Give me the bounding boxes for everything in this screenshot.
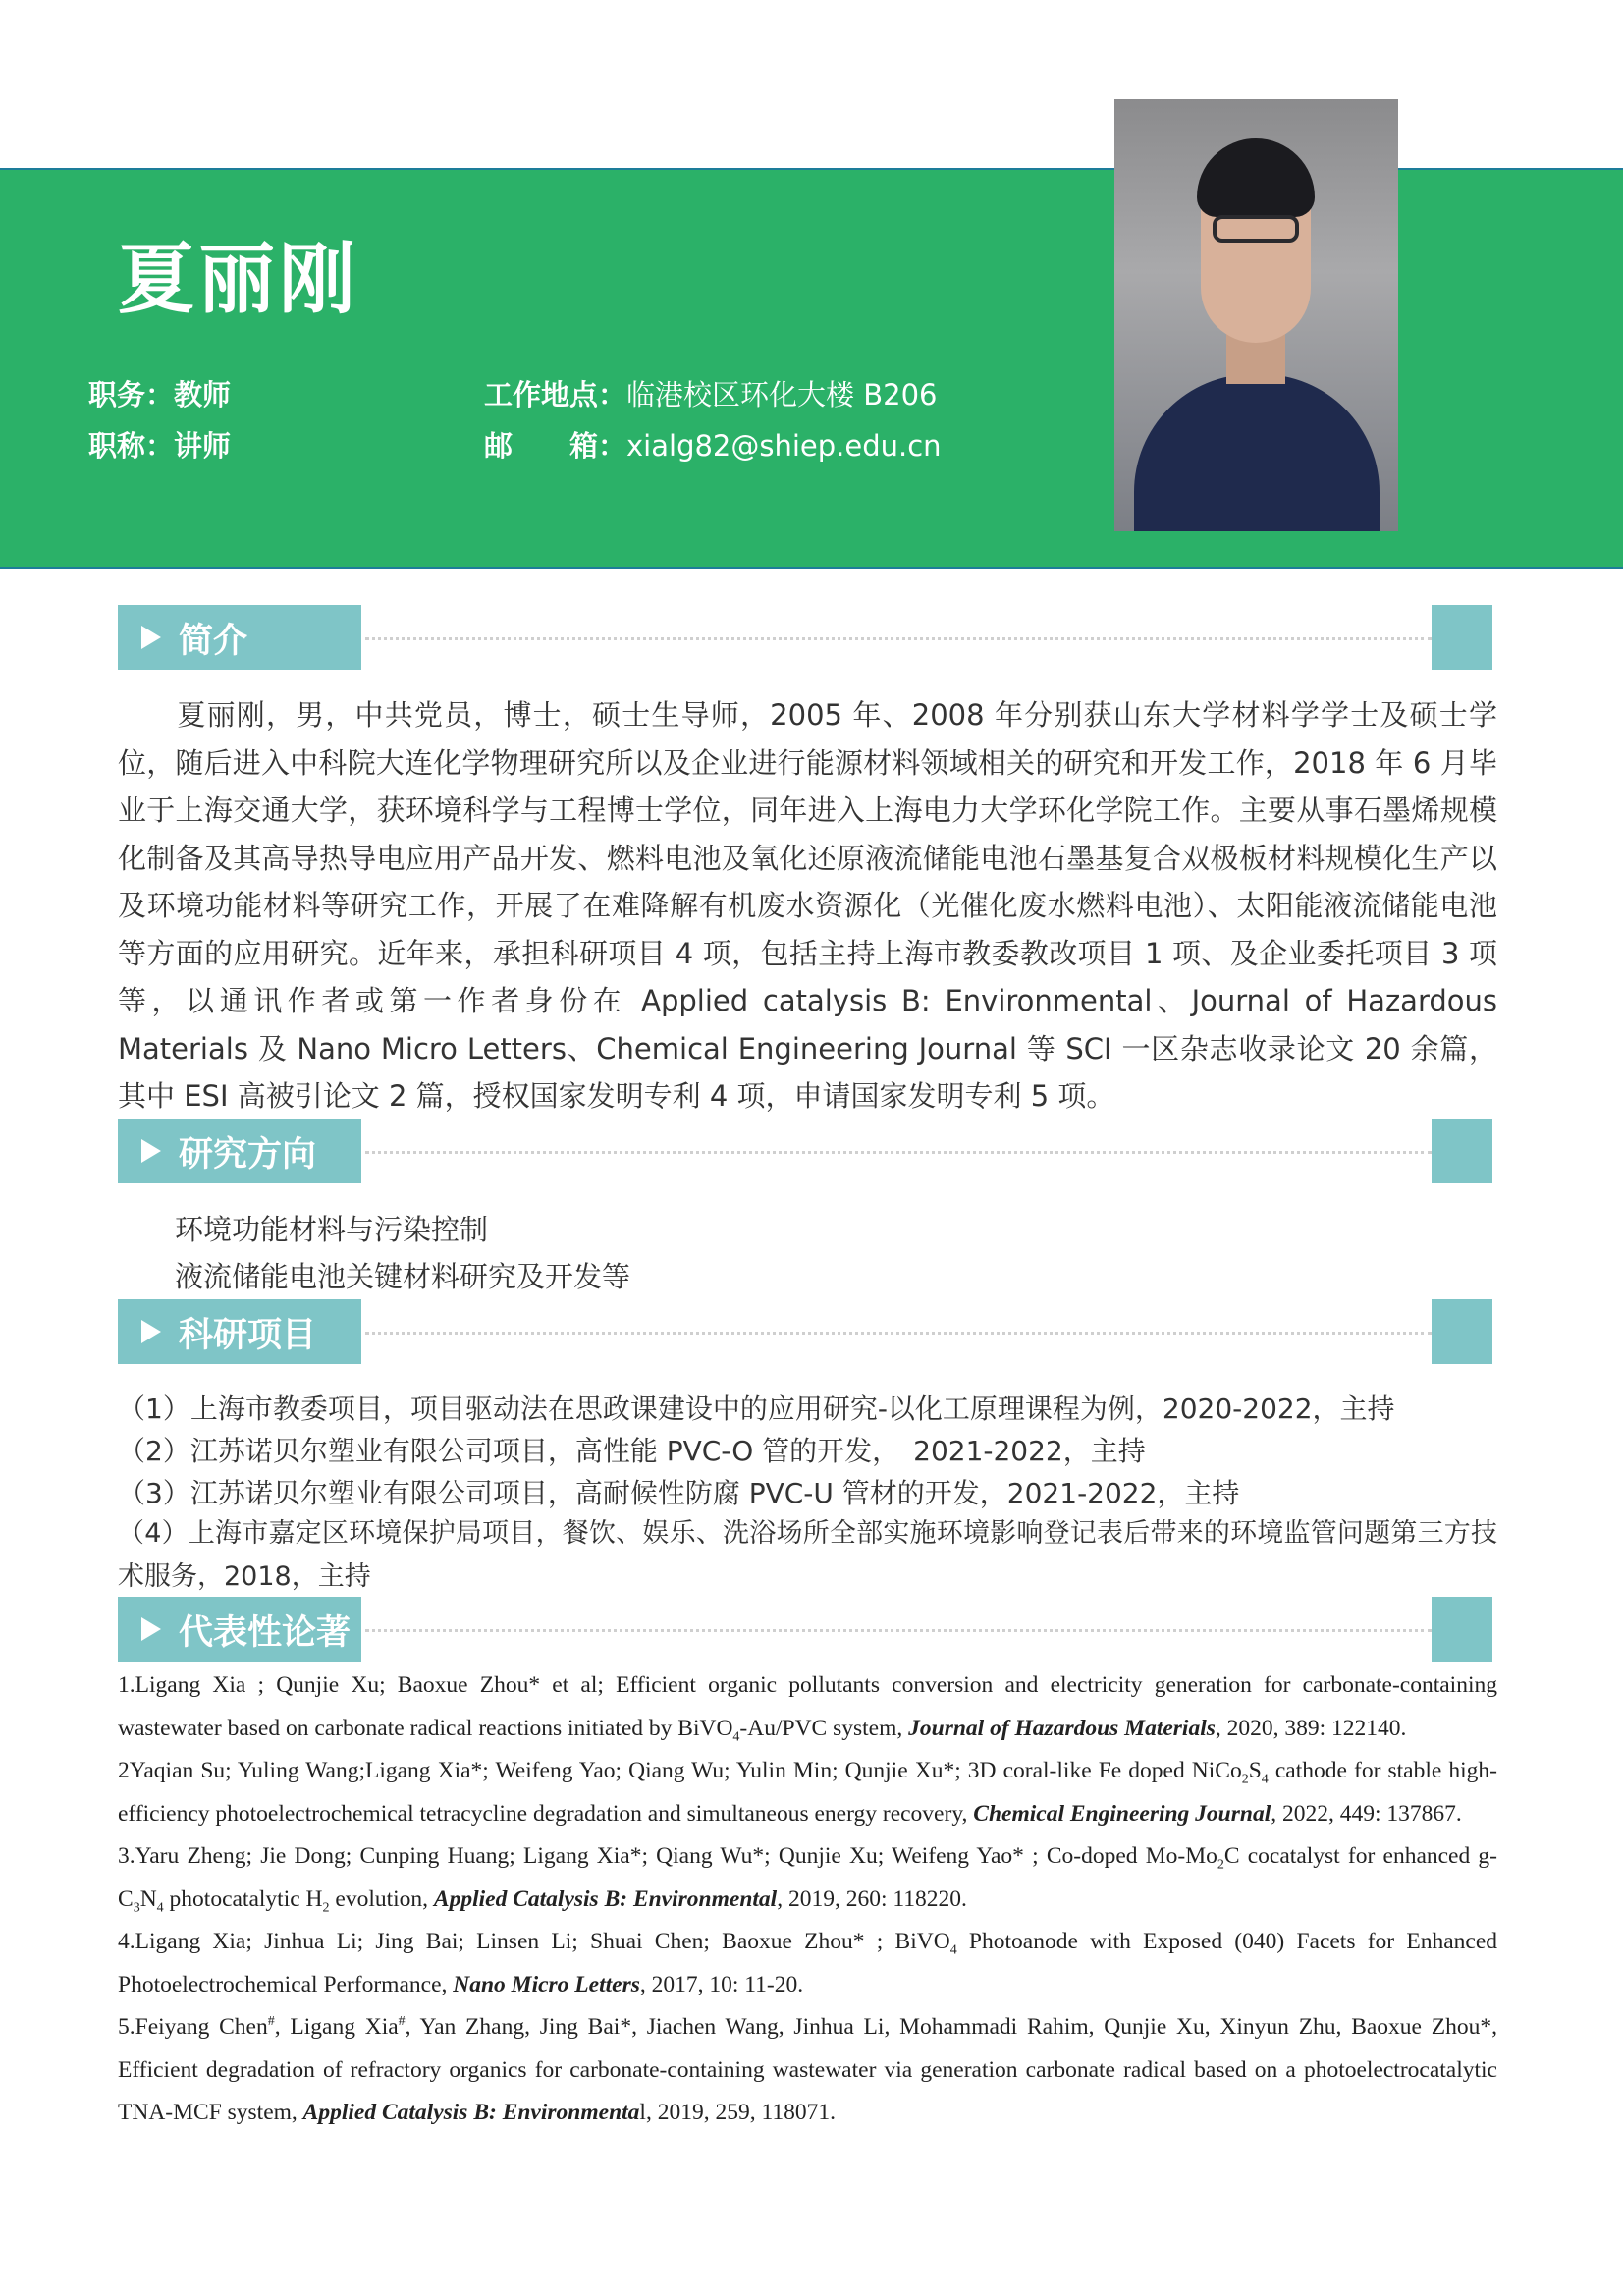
section-header-research (118, 1119, 1492, 1183)
position-label: 职务： (88, 378, 175, 411)
play-triangle-icon (141, 626, 161, 649)
dotted-divider (365, 637, 1432, 640)
publication-item: 5.Feiyang Chen#, Ligang Xia#, Yan Zhang, Jing Bai*, Jiachen Wang, Jinhua Li, Mohammadi Rahim, Qunjie Xu, Xinyun Zhu, Baoxue Zhou*, Efficient degradation of refractory organics for carbonate-containing wastewater via generation carbonate radical based on a photoelectrocatalytic TNA-MCF system, Applied Catalysis B: Environmental, 2019, 259, 118071. (118, 2014, 1497, 2125)
journal-name: Nano Micro Letters (453, 1971, 640, 1997)
publication-item: 1.Ligang Xia ; Qunjie Xu; Baoxue Zhou* et al; Efficient organic pollutants conversion and electricity generation for carbonate-containing wastewater based on carbonate radical reactions initiated by BiVO$_4$-Au/PVC system, Journal of Hazardous Materials, 2020, 389: 122140. (118, 1672, 1497, 1745)
location-value: 临港校区环化大楼 B206 (626, 378, 938, 411)
email-row (484, 424, 942, 465)
dotted-divider (365, 1629, 1432, 1632)
project-item: （3）江苏诺贝尔塑业有限公司项目，高耐候性防腐 PVC-U 管材的开发，2021-2022，主持 (118, 1477, 1240, 1509)
section-title: 简介 (179, 622, 248, 661)
project-item: （1）上海市教委项目，项目驱动法在思政课建设中的应用研究-以化工原理课程为例，2020-2022，主持 (118, 1393, 1395, 1425)
email-label: 邮 箱： (484, 429, 627, 463)
section-title: 代表性论著 (179, 1613, 352, 1653)
position-value: 教师 (174, 378, 232, 411)
section-header-intro (118, 605, 1492, 670)
play-triangle-icon (141, 1617, 161, 1641)
photo-glasses (1213, 215, 1299, 243)
email-value: xialg82@shiep.edu.cn (626, 429, 942, 463)
section-header-projects (118, 1299, 1492, 1364)
publication-item: 2Yaqian Su; Yuling Wang;Ligang Xia*; Weifeng Yao; Qiang Wu; Yulin Min; Qunjie Xu*; 3D coral-like Fe doped $NiCo_2S_4$ cathode for stable high-efficiency photoelectrochemical tetracycline degradation and simultaneous energy recovery, Chemical Engineering Journal, 2022, 449: 137867. (118, 1758, 1497, 1827)
section-end-block (1432, 1119, 1492, 1183)
person-name: 夏丽刚 (118, 236, 360, 324)
section-title: 科研项目 (179, 1316, 317, 1355)
title-row (88, 424, 231, 465)
title-value: 讲师 (174, 429, 232, 463)
profile-photo (1114, 99, 1398, 531)
play-triangle-icon (141, 1320, 161, 1343)
title-label: 职称： (88, 429, 175, 463)
photo-jacket (1134, 374, 1380, 531)
section-end-block (1432, 1299, 1492, 1364)
play-triangle-icon (141, 1139, 161, 1163)
journal-name: Chemical Engineering Journal (973, 1800, 1271, 1827)
project-item: （2）江苏诺贝尔塑业有限公司项目，高性能 PVC-O 管的开发， 2021-2022，主持 (118, 1435, 1146, 1467)
publication-item: 4.Ligang Xia; Jinhua Li; Jing Bai; Linsen Li; Shuai Chen; Baoxue Zhou* ; BiVO$_4$ Photoanode with Exposed (040) Facets for Enhanced Photoelectrochemical Performance, Nano Micro Letters, 2017, 10: 11-20. (118, 1929, 1497, 1997)
location-row (484, 373, 937, 413)
position-row (88, 373, 231, 413)
publication-item: 3.Yaru Zheng; Jie Dong; Cunping Huang; Ligang Xia*; Qiang Wu*; Qunjie Xu; Weifeng Yao* ; Co-doped $Mo-Mo_2C$ cocatalyst for enhanced $g-C_3N_4$ photocatalytic $H_2$ evolution, Applied Catalysis B: Environmental, 2019, 260: 118220. (118, 1843, 1498, 1916)
section-end-block (1432, 605, 1492, 670)
journal-name: Applied Catalysis B: Environmental (433, 1886, 778, 1912)
research-item: 液流储能电池关键材料研究及开发等 (175, 1260, 631, 1293)
intro-paragraph: 夏丽刚，男，中共党员，博士，硕士生导师，2005 年、2008 年分别获山东大学材料学学士及硕士学位，随后进入中科院大连化学物理研究所以及企业进行能源材料领域相关的研究和开发工作，2018 年 6 月毕业于上海交通大学，获环境科学与工程博士学位，同年进入上海电力大学环化学院工作。主要从事石墨烯规模化制备及其高导热导电应用产品开发、燃料电池及氧化还原液流储能电池石墨基复合双极板材料规模化生产以及环境功能材料等研究工作，开展了在难降解有机废水资源化（光催化废水燃料电池）、太阳能液流储能电池等方面的应用研究。近年来，承担科研项目 4 项，包括主持上海市教委教改项目 1 项、及企业委托项目 3 项等，以通讯作者或第一作者身份在 Applied catalysis B: Environmental、Journal of Hazardous Materials 及 Nano Micro Letters、Chemical Engineering Journal 等 SCI 一区杂志收录论文 20 余篇，其中 ESI 高被引论文 2 篇，授权国家发明专利 4 项，申请国家发明专利 5 项。 (118, 698, 1497, 1113)
location-label: 工作地点： (484, 378, 627, 411)
section-title: 研究方向 (179, 1135, 317, 1175)
project-item: （4）上海市嘉定区环境保护局项目，餐饮、娱乐、洗浴场所全部实施环境影响登记表后带来的环境监管问题第三方技术服务，2018，主持 (118, 1518, 1497, 1592)
journal-name: Journal of Hazardous Materials (908, 1715, 1216, 1741)
section-header-papers (118, 1597, 1492, 1662)
section-end-block (1432, 1597, 1492, 1662)
research-item: 环境功能材料与污染控制 (175, 1213, 489, 1246)
publication-list (118, 1665, 1497, 2135)
dotted-divider (365, 1332, 1432, 1335)
photo-hair (1197, 138, 1315, 217)
dotted-divider (365, 1151, 1432, 1154)
journal-name: Applied Catalysis B: Environmenta (302, 2100, 640, 2125)
